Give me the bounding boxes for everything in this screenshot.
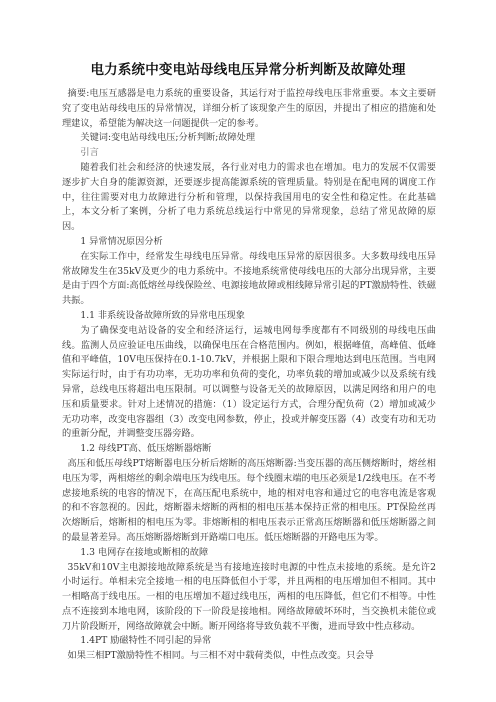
abstract-paragraph: 摘要:电压互感器是电力系统的重要设备，其运行对于监控母线电压非常重要。本文主要研究了变电站母线电压的异常情况，详细分析了该现象产生的原因，并提出了相应的措施和处理建议，希望能为解决这一问题提供一定的参考。: [62, 88, 436, 129]
body-paragraph: 如果三相PT激励特性不相同。与三相不对中载荷类似，中性点改变。只会导: [67, 650, 374, 662]
body-paragraph: 高压和低压母线PT熔断器电压分析后熔断的高压熔断器:当变压器的高压侧熔断时，熔丝相电压为零，两相熔丝的剩余端电压为线电压。每个线圈末端的电压必须是1/2线电压。在不考虑接地系统的电容的情况下，在高压配电系统中，地的相对电容和通过它的电容电流是客观的和不容忽视的。因此，熔断器未熔断的两相的相电压基本保持正常的相电压。PT保险丝再次熔断后，熔断相的相电压为零。非熔断相的相电压表示正常高压熔断器和低压熔断器之间的最显著差异。高压熔断器熔断到开路端口电压。低压熔断器的开路电压为零。: [62, 457, 436, 543]
heading-section-1: 1 异常情况原因分析: [80, 235, 163, 247]
heading-section-1-2: 1.2 母线PT高、低压熔断器熔断: [80, 443, 212, 455]
body-paragraph: 为了确保变电站设备的安全和经济运行，运城电网每季度都有不同级别的母线电压曲线。监测人员应验证电压曲线，以确保电压在合格范围内。例如，根据峰值，高峰值、低峰值和平峰值，10V电压保持在0.1-10.7kV，并根据上限和下限合理地达到电压范围。当电网实际运行时，由于有功功率，无功功率和负荷的变化，功率负载的增加或减少以及系统有线异常，总线电压将超出电压限制。可以调整与设备无关的故障原因，以满足网络和用户的电压和质量要求。针对上述情况的措施：（1）设定运行方式，合理分配负荷（2）增加或减少无功功率，改变电容器组（3）改变电网参数，停止，投或并解变压器（4）改变有功和无功的重新分配，并调整变压器旁路。: [62, 324, 436, 440]
heading-section-1-4: 1.4PT 励磁特性不同引起的异常: [80, 635, 212, 647]
body-paragraph: 35kV和10V主电源接地故障系统是当有接地连接时电源的中性点未接地的系统。是允许2小时运行。单相未完全接地一相的电压降低但小于零，并且两相的电压增加但不相同。其中一相略高于线电压。一相的电压增加不超过线电压，两相的电压降低，但它们不相等。中性点不连接到本地电网，该阶段的下一阶段是接地相。网络故障破坏环时，当交换机未能位或刀片阶段断开，网络故障就会中断。断开网络将导致负载不平衡，进而导致中性点移动。: [62, 561, 436, 632]
heading-section-1-3: 1.3 电网存在接地或断相的故障: [80, 546, 209, 558]
document-title: 电力系统中变电站母线电压异常分析判断及故障处理: [90, 62, 406, 78]
document-body: [62, 87, 436, 664]
heading-introduction: 引言: [80, 147, 99, 159]
keywords-line: 关键词:变电站母线电压;分析判断;故障处理: [80, 132, 256, 144]
heading-section-1-1: 1.1 非系统设备故障所致的异常电压现象: [80, 309, 245, 321]
body-paragraph: 随着我们社会和经济的快速发展，各行业对电力的需求也在增加。电力的发展不仅需要逐步扩大自身的能源资源，还要逐步提高能源系统的管理质量。特别是在配电网的调度工作中，往往需要对电力故障进行分析和管理，以保持我国用电的安全性和稳定性。在此基础上，本文分析了案例，分析了电力系统总线运行中常见的异常现象，总结了常见故障的原因。: [62, 161, 436, 233]
body-paragraph: 在实际工作中，经常发生母线电压异常。母线电压异常的原因很多。大多数母线电压异常故障发生在35kV及更少的电力系统中。不接地系统常使母线电压的大部分出现异常，主要是由于四个方面:高低熔丝母线保险丝、电源接地故障或相线障异常引起的PT激励特性、铁磁共振。: [62, 250, 436, 307]
